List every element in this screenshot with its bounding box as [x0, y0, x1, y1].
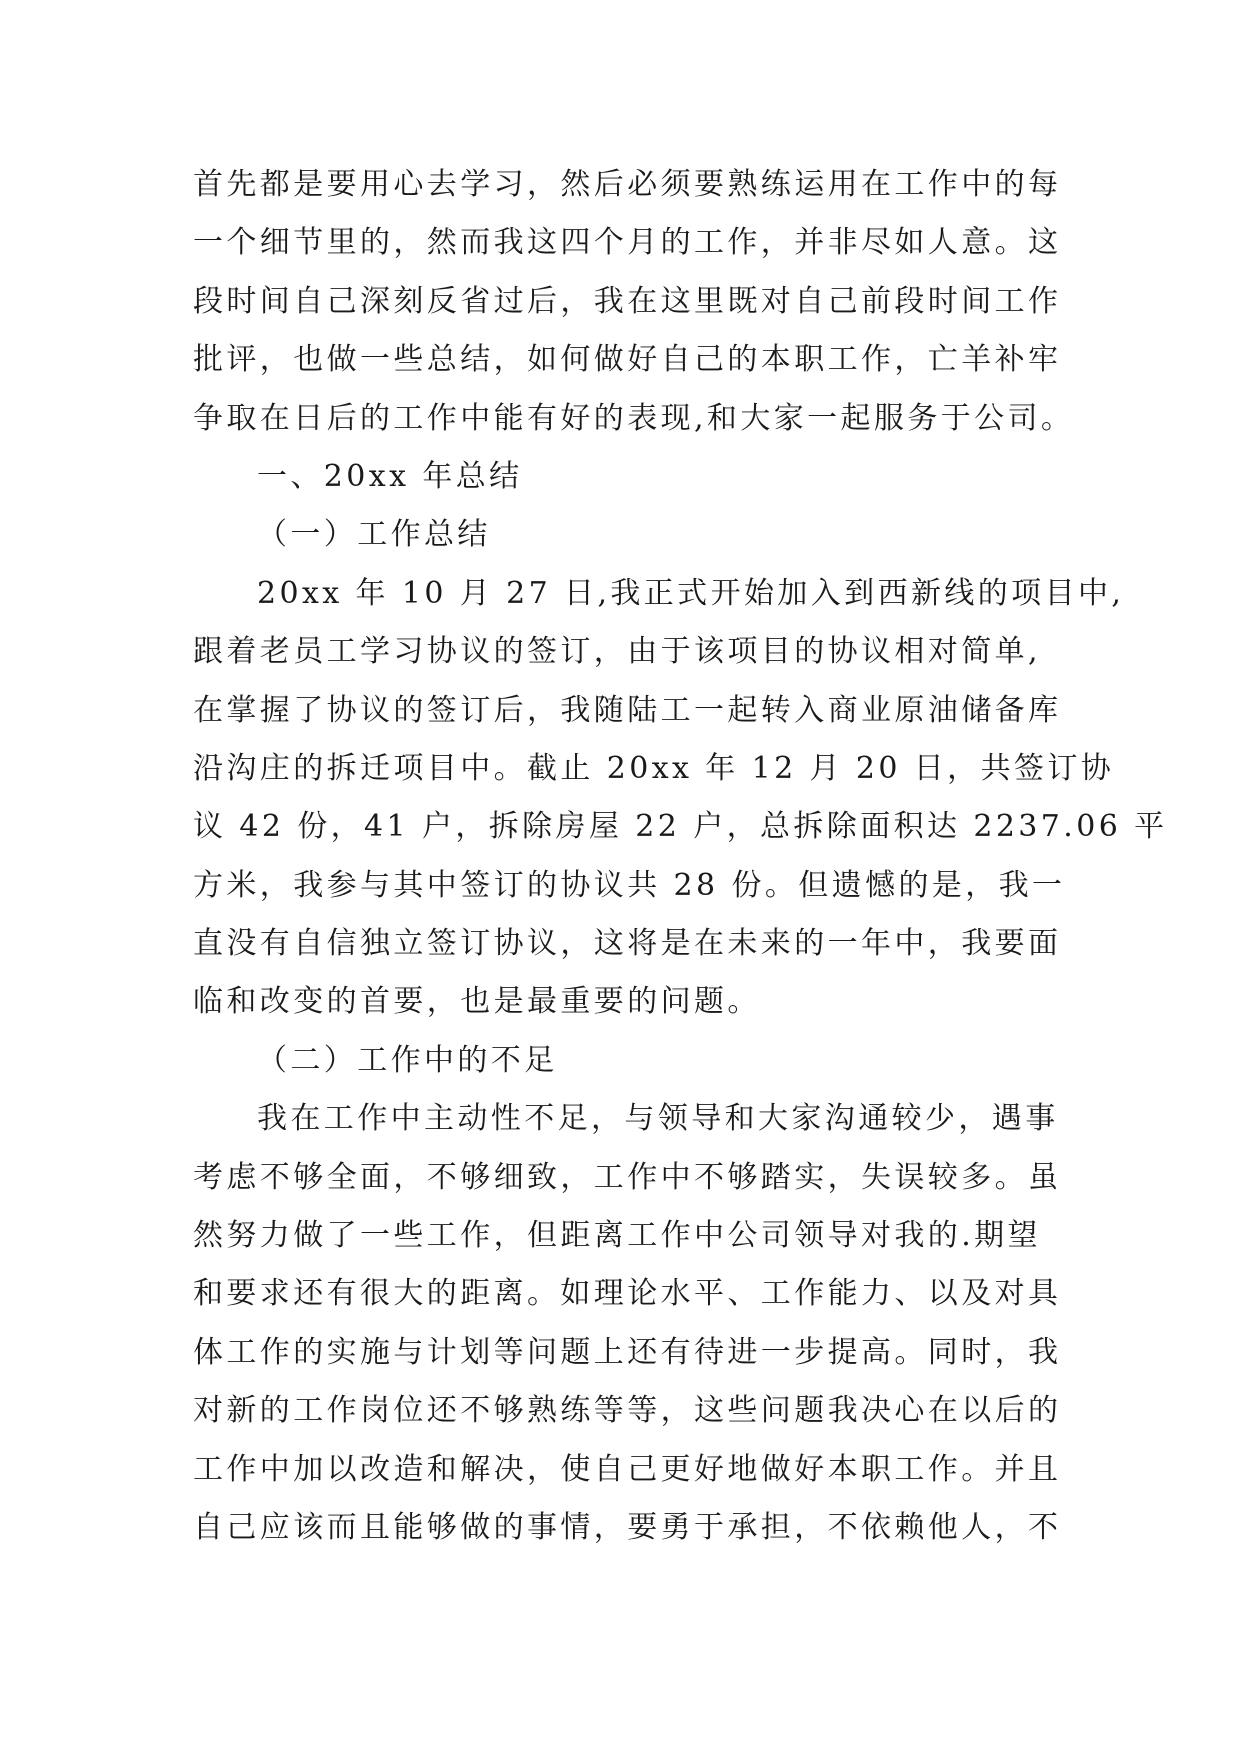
- text-line: 对新的工作岗位还不够熟练等等，这些问题我决心在以后的: [193, 1393, 1062, 1429]
- text-line: 和要求还有很大的距离。如理论水平、工作能力、以及对具: [193, 1276, 1062, 1312]
- paragraph-first-line: 20xx 年 10 月 27 日,我正式开始加入到西新线的项目中,: [257, 575, 1125, 611]
- text-line: 跟着老员工学习协议的签订，由于该项目的协议相对简单,: [193, 634, 1041, 670]
- subsection-heading: （一）工作总结: [257, 517, 491, 553]
- text-line: 方米，我参与其中签订的协议共 28 份。但遗憾的是，我一: [193, 867, 1066, 903]
- section-heading: 一、20xx 年总结: [257, 458, 523, 494]
- text-line: 争取在日后的工作中能有好的表现,和大家一起服务于公司。: [193, 400, 1075, 436]
- text-line: 工作中加以改造和解决，使自己更好地做好本职工作。并且: [193, 1451, 1062, 1487]
- text-line: 在掌握了协议的签订后，我随陆工一起转入商业原油储备库: [193, 692, 1062, 728]
- text-line: 自己应该而且能够做的事情，要勇于承担，不依赖他人，不: [193, 1509, 1062, 1545]
- text-line: 议 42 份，41 户，拆除房屋 22 户，总拆除面积达 2237.06 平: [193, 809, 1168, 845]
- text-line: 然努力做了一些工作，但距离工作中公司领导对我的.期望: [193, 1218, 1041, 1254]
- text-line: 首先都是要用心去学习，然后必须要熟练运用在工作中的每: [193, 167, 1062, 202]
- text-line: 批评，也做一些总结，如何做好自己的本职工作，亡羊补牢: [193, 342, 1062, 378]
- text-line: 段时间自己深刻反省过后，我在这里既对自己前段时间工作: [193, 283, 1062, 319]
- text-line: 直没有自信独立签订协议，这将是在未来的一年中，我要面: [193, 926, 1062, 962]
- text-line: 沿沟庄的拆迁项目中。截止 20xx 年 12 月 20 日，共签订协: [193, 750, 1115, 786]
- text-line: 一个细节里的，然而我这四个月的工作，并非尽如人意。这: [193, 225, 1062, 261]
- document-body: [193, 156, 1168, 1557]
- text-line: 考虑不够全面，不够细致，工作中不够踏实，失误较多。虽: [193, 1159, 1062, 1195]
- text-line: 体工作的实施与计划等问题上还有待进一步提高。同时，我: [193, 1334, 1062, 1370]
- paragraph-first-line: 我在工作中主动性不足，与领导和大家沟通较少，遇事: [257, 1101, 1059, 1137]
- text-line: 临和改变的首要，也是最重要的问题。: [193, 984, 761, 1020]
- subsection-heading: （二）工作中的不足: [257, 1042, 558, 1078]
